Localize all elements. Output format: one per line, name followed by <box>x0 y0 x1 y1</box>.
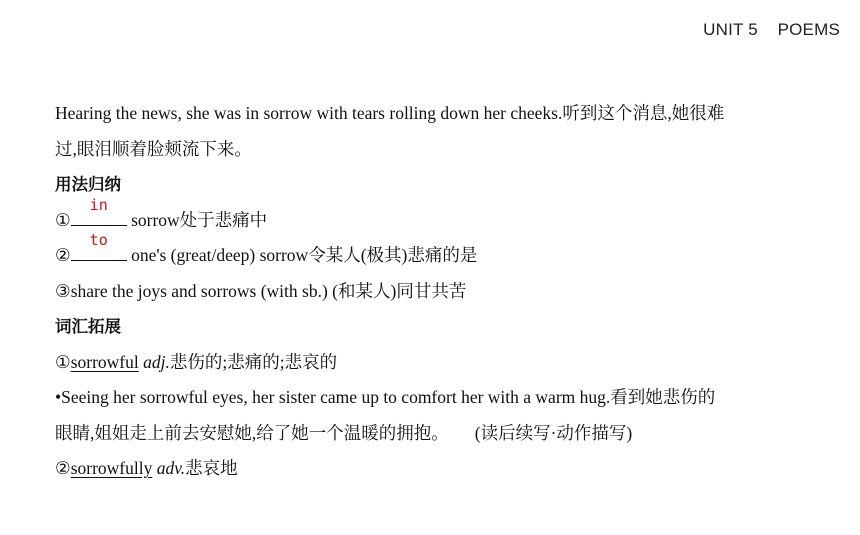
vocab-example-line2 <box>55 416 795 452</box>
usage-item-2-text: one's (great/deep) sorrow令某人(极其)悲痛的是 <box>126 245 478 265</box>
fill-blank-1[interactable] <box>71 195 127 226</box>
vocab-word-2-pos: adv. <box>156 458 186 478</box>
usage-item-1-text: sorrow处于悲痛中 <box>126 209 268 230</box>
vocab-word-2 <box>55 451 795 487</box>
vocab-word-1-term: sorrowful <box>70 351 139 372</box>
vocab-word-2-number: ② <box>55 458 71 478</box>
fill-blank-2[interactable] <box>71 231 127 261</box>
vocab-word-1 <box>55 345 795 381</box>
vocab-example-source: (读后续写·动作描写) <box>474 422 633 443</box>
vocab-heading: 词汇拓展 <box>55 317 121 336</box>
answer-1: in <box>89 195 108 214</box>
usage-item-2-number: ② <box>55 245 71 265</box>
vocab-example-translation: 眼睛,姐姐走上前去安慰她,给了她一个温暖的拥抱。 <box>55 422 449 443</box>
usage-heading: 用法归纳 <box>55 175 121 194</box>
usage-item-1-number: ① <box>55 209 71 230</box>
vocab-word-1-pos: adj. <box>143 351 170 372</box>
document-body <box>55 96 795 487</box>
vocab-word-1-meaning: 悲伤的;悲痛的;悲哀的 <box>169 351 338 372</box>
example-sentence-line2: 过,眼泪顺着脸颊流下来。 <box>55 138 252 159</box>
unit-title: POEMS <box>777 20 840 39</box>
vocab-example-line1: •Seeing her sorrowful eyes, her sister came up to comfort her with a warm hug.看到她悲伤的 <box>55 387 716 407</box>
vocab-word-2-term: sorrowfully <box>70 458 153 478</box>
usage-item-3: ③share the joys and sorrows (with sb.) (和某人)同甘共苦 <box>55 280 467 301</box>
example-sentence-line1: Hearing the news, she was in sorrow with tears rolling down her cheeks.听到这个消息,她很难 <box>55 103 725 123</box>
answer-2: to <box>89 231 108 249</box>
usage-item-1 <box>55 195 795 239</box>
vocab-word-2-meaning: 悲哀地 <box>185 458 238 478</box>
vocab-word-1-number: ① <box>55 351 71 372</box>
unit-label: UNIT 5 <box>703 20 758 39</box>
unit-header <box>703 20 840 40</box>
usage-item-2 <box>55 231 795 274</box>
